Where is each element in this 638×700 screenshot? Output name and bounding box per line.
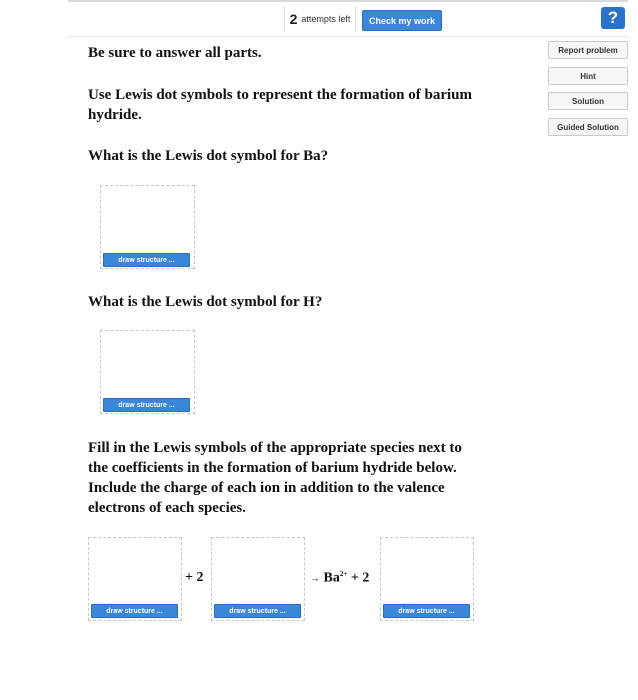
- part3-line-4: electrons of each species.: [88, 500, 247, 516]
- check-my-work-button[interactable]: Check my work: [362, 10, 442, 31]
- attempts-count: 2: [289, 11, 298, 27]
- part3-line-2: the coefficients in the formation of barium hydride below.: [88, 460, 457, 476]
- attempts-label: attempts left: [301, 14, 351, 24]
- plus-two-text-b: + 2: [350, 570, 370, 586]
- reaction-arrow: →: [310, 573, 320, 585]
- ba-charge: 2+: [339, 570, 348, 578]
- report-problem-button[interactable]: Report problem: [548, 41, 628, 59]
- product-ba-ion: [310, 570, 369, 587]
- guided-solution-button[interactable]: Guided Solution: [548, 118, 628, 136]
- attempts-indicator: [284, 6, 356, 32]
- part1-question: What is the Lewis dot symbol for Ba?: [88, 148, 329, 164]
- draw-structure-button-eq3[interactable]: draw structure ...: [383, 604, 470, 618]
- help-icon[interactable]: ?: [601, 7, 625, 29]
- ba-symbol: Ba: [323, 570, 340, 586]
- plus-two-text-a: + 2: [185, 570, 204, 585]
- instruction-text: Be sure to answer all parts.: [88, 45, 262, 61]
- part3-line-3: Include the charge of each ion in addition to the valence: [88, 480, 445, 496]
- solution-button[interactable]: Solution: [548, 92, 628, 110]
- draw-structure-button-h[interactable]: draw structure ...: [103, 398, 190, 412]
- part2-question: What is the Lewis dot symbol for H?: [88, 294, 323, 310]
- part3-line-1: Fill in the Lewis symbols of the appropriate species next to: [88, 440, 462, 456]
- draw-structure-button-eq2[interactable]: draw structure ...: [214, 604, 301, 618]
- hint-button[interactable]: Hint: [548, 67, 628, 85]
- prompt-line-2: hydride.: [88, 107, 142, 123]
- draw-structure-button-eq1[interactable]: draw structure ...: [91, 604, 178, 618]
- prompt-line-1: Use Lewis dot symbols to represent the formation of barium: [88, 87, 473, 103]
- top-toolbar: [68, 0, 628, 37]
- draw-structure-button-ba[interactable]: draw structure ...: [103, 253, 190, 267]
